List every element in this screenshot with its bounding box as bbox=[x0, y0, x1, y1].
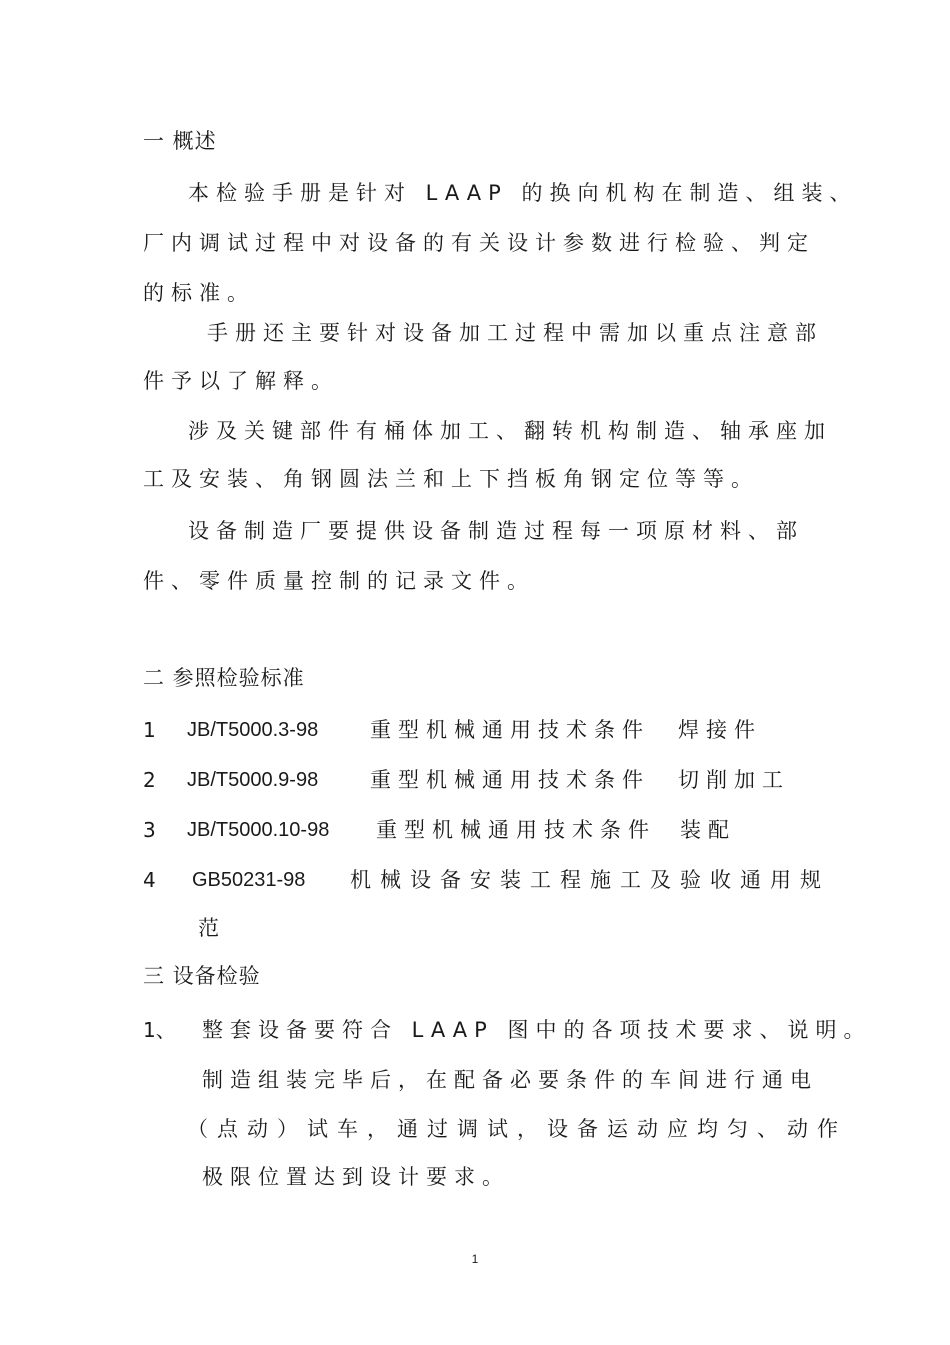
sec1-para4-line1: 设备制造厂要提供设备制造过程每一项原材料、部 bbox=[188, 519, 804, 543]
standard-code: JB/T5000.10-98 bbox=[187, 819, 330, 841]
section-1-title: 一 概述 bbox=[143, 129, 217, 153]
page-number: 1 bbox=[471, 1252, 479, 1266]
standard-code: GB50231-98 bbox=[192, 869, 306, 891]
sec1-para1-line3: 的标准。 bbox=[143, 281, 255, 305]
item-number: 1 bbox=[143, 718, 156, 742]
standard-name: 机械设备安装工程施工及验收通用规 bbox=[350, 868, 830, 892]
sec1-para3-line1: 涉及关键部件有桶体加工、翻转机构制造、轴承座加 bbox=[188, 419, 832, 443]
item-number: 1、 bbox=[143, 1018, 176, 1042]
standard-subtitle: 装配 bbox=[680, 818, 736, 842]
sec3-item1-line2: 制造组装完毕后，在配备必要条件的车间进行通电 bbox=[202, 1068, 818, 1092]
standard-name-continuation: 范 bbox=[198, 916, 219, 940]
item-number: 3 bbox=[143, 818, 156, 842]
standard-subtitle: 焊接件 bbox=[678, 718, 762, 742]
sec1-para2-line1: 手册还主要针对设备加工过程中需加以重点注意部 bbox=[207, 321, 823, 345]
sec3-item1-line1: 整套设备要符合 LAAP 图中的各项技术要求、说明。 bbox=[202, 1018, 872, 1042]
standard-name: 重型机械通用技术条件 bbox=[370, 718, 650, 742]
standard-code: JB/T5000.9-98 bbox=[187, 769, 319, 791]
item-number: 2 bbox=[143, 768, 156, 792]
sec1-para1-line1: 本检验手册是针对 LAAP 的换向机构在制造、组装、 bbox=[188, 181, 858, 205]
sec1-para4-line2: 件、零件质量控制的记录文件。 bbox=[143, 569, 535, 593]
sec1-para1-line2: 厂内调试过程中对设备的有关设计参数进行检验、判定 bbox=[143, 231, 815, 255]
sec1-para3-line2: 工及安装、角钢圆法兰和上下挡板角钢定位等等。 bbox=[143, 467, 759, 491]
section-3-title: 三 设备检验 bbox=[143, 964, 261, 988]
sec1-para2-line2: 件予以了解释。 bbox=[143, 369, 339, 393]
standard-name: 重型机械通用技术条件 bbox=[370, 768, 650, 792]
standard-name: 重型机械通用技术条件 bbox=[376, 818, 656, 842]
standard-subtitle: 切削加工 bbox=[678, 768, 790, 792]
sec3-item1-line3: （点动）试车，通过调试，设备运动应均匀、动作 bbox=[187, 1117, 847, 1141]
item-number: 4 bbox=[143, 868, 156, 892]
standard-code: JB/T5000.3-98 bbox=[187, 719, 319, 741]
sec3-item1-line4: 极限位置达到设计要求。 bbox=[202, 1165, 510, 1189]
section-2-title: 二 参照检验标准 bbox=[143, 666, 305, 690]
